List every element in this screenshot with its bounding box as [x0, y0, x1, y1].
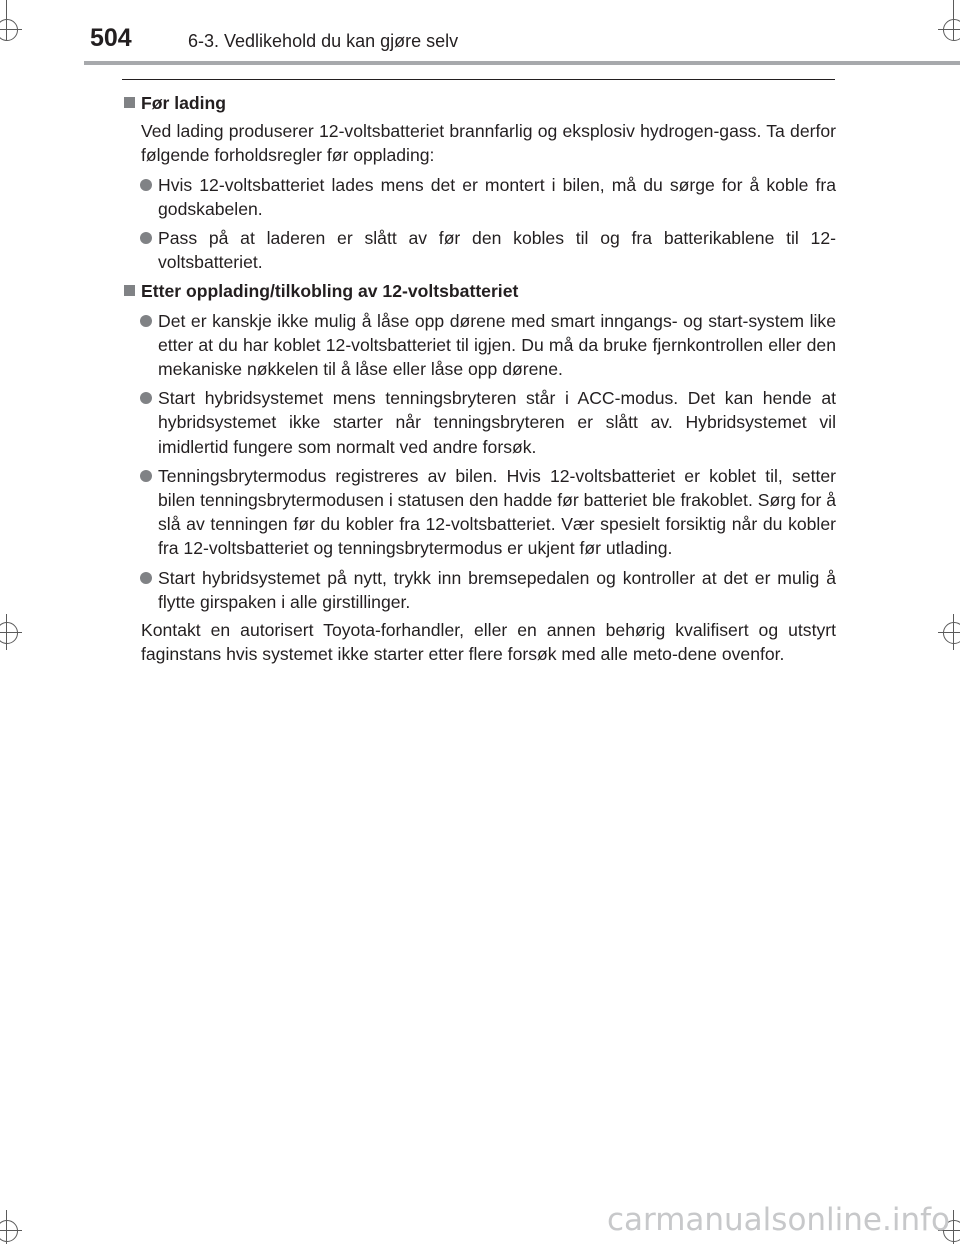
list-item [122, 226, 836, 274]
section-heading-text: Før lading [141, 93, 227, 113]
section-heading-text: Etter opplading/tilkobling av 12-voltsbatteriet [141, 281, 519, 302]
list-item-text: Pass på at laderen er slått av før den kobles til og fra batterikablene til 12-voltsbatteriet. [158, 228, 836, 273]
page-number: 504 [90, 24, 132, 52]
round-bullet-icon [140, 179, 152, 191]
round-bullet-icon [140, 572, 152, 584]
section-intro: Ved lading produserer 12-voltsbatteriet brannfarlig og eksplosiv hydrogen-gass. Ta derfor følgende forholdsregler før opplading: [141, 121, 836, 166]
list-item [122, 309, 836, 382]
list-item-text: Start hybridsystemet på nytt, trykk inn bremsepedalen og kontroller at det er mulig å flytte girspaken i alle girstillinger. [158, 567, 836, 612]
section-heading [122, 279, 836, 303]
list-item [122, 173, 836, 221]
round-bullet-icon [140, 232, 152, 244]
list-item [122, 464, 836, 561]
page-content [122, 88, 836, 666]
section-closing: Kontakt en autorisert Toyota-forhandler, eller en annen behørig kvalifisert og utstyrt faginstans hvis systemet ikke starter etter flere forsøk med alle meto-dene ovenfor. [141, 620, 836, 665]
round-bullet-icon [140, 470, 152, 482]
round-bullet-icon [140, 315, 152, 327]
list-item-text: Det er kanskje ikke mulig å låse opp dørene med smart inngangs- og start-system like etter at du har koblet 12-voltsbatteriet til igjen. Du må da bruke fjernkontrollen eller den mekaniske nøkkelen til å låse eller låse opp dørene. [158, 310, 836, 380]
watermark: carmanualsonline.info [606, 1202, 950, 1238]
round-bullet-icon [140, 392, 152, 404]
header-rule [84, 61, 960, 65]
chapter-title: 6-3. Vedlikehold du kan gjøre selv [188, 31, 459, 51]
square-bullet-icon [124, 285, 135, 296]
list-item [122, 566, 836, 614]
list-item-text: Hvis 12-voltsbatteriet lades mens det er montert i bilen, må du sørge for å koble fra godskabelen. [158, 174, 836, 219]
content-rule [122, 79, 835, 80]
list-item [122, 386, 836, 459]
page-header [0, 0, 960, 70]
square-bullet-icon [124, 97, 135, 108]
section-heading [122, 91, 836, 115]
list-item-text: Tenningsbrytermodus registreres av bilen. Hvis 12-voltsbatteriet er koblet til, setter bilen tenningsbrytermodusen i statusen den hadde før batteriet ble frakoblet. Sørg for å slå av tenningen før du kobler fra 12-voltsbatteriet. Vær spesielt forsiktig når du kobler fra 12-voltsbatteriet og tenningsbrytermodus er ukjent før utlading. [158, 465, 836, 559]
list-item-text: Start hybridsystemet mens tenningsbryteren står i ACC-modus. Det kan hende at hybridsystemet ikke starter når tenningsbryteren er slått av. Hybridsystemet vil imidlertid fungere som normalt ved andre forsøk. [158, 388, 836, 457]
